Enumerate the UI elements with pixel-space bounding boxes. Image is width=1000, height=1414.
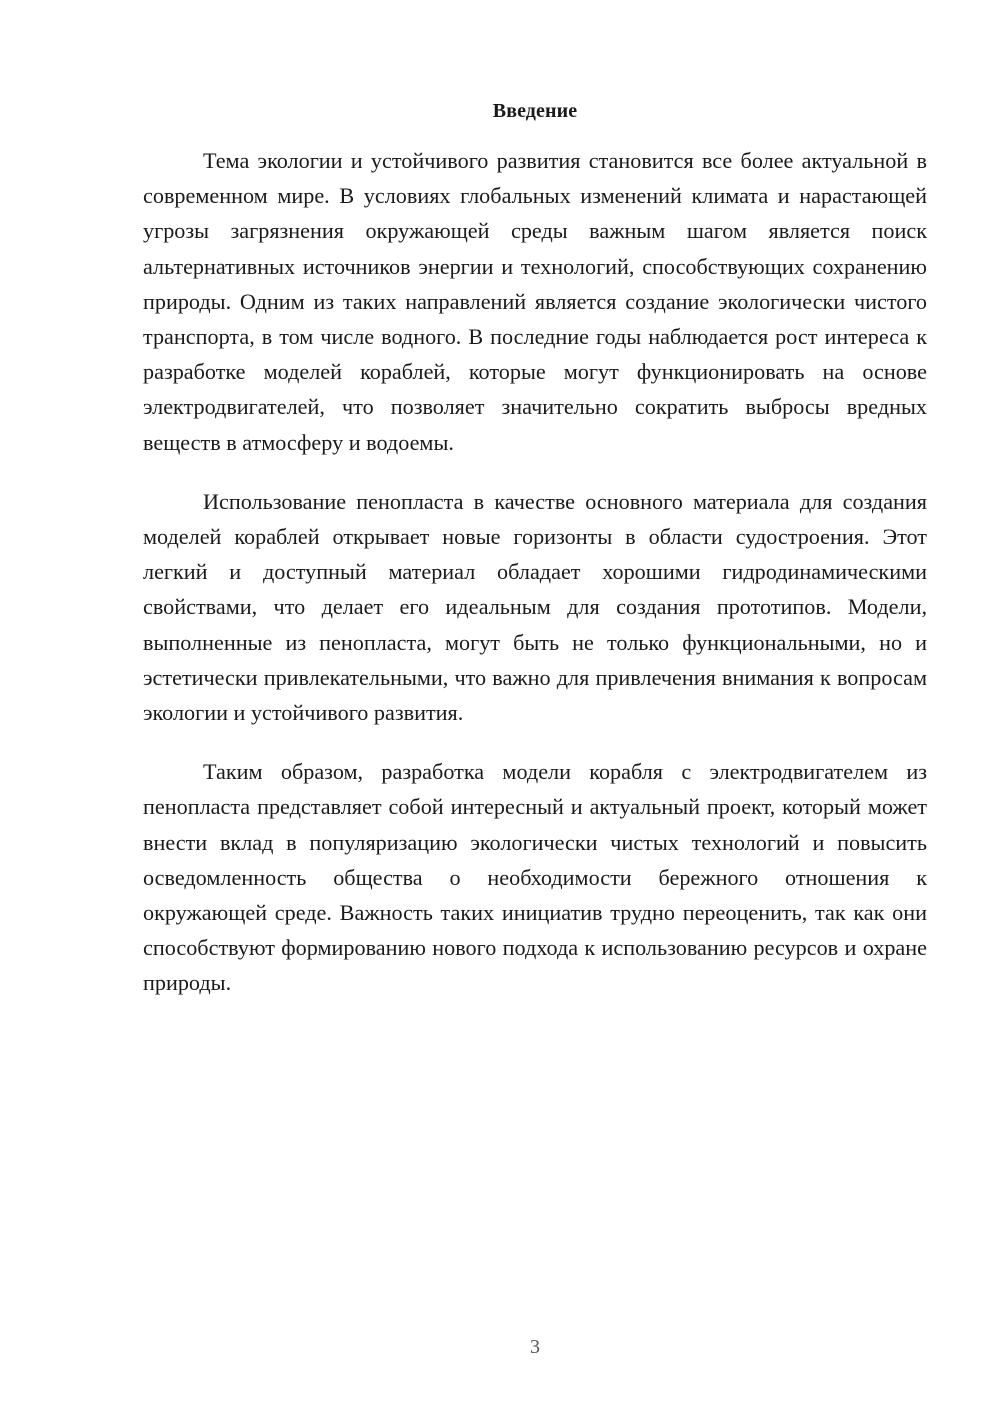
section-title: Введение: [492, 100, 578, 122]
body-text: [143, 143, 927, 1025]
paragraph-2: Использование пенопласта в качестве основного материала для создания моделей кораблей открывает новые горизонты в области судостроения. Этот легкий и доступный материал обладает хорошими гидродинамическими свойствами, что делает его идеальным для создания прототипов. Модели, выполненные из пенопласта, могут быть не только функциональными, но и эстетически привлекательными, что важно для привлечения внимания к вопросам экологии и устойчивого развития.: [143, 488, 927, 726]
paragraph-3: Таким образом, разработка модели корабля с электродвигателем из пенопласта представляет собой интересный и актуальный проект, который может внести вклад в популяризацию экологически чистых технологий и повысить осведомленность общества о необходимости бережного отношения к окружающей среде. Важность таких инициатив трудно переоценить, так как они способствуют формированию нового подхода к использованию ресурсов и охране природы.: [143, 759, 927, 996]
paragraph-1: Тема экологии и устойчивого развития становится все более актуальной в современном мире. В условиях глобальных изменений климата и нарастающей угрозы загрязнения окружающей среды важным шагом является поиск альтернативных источников энергии и технологий, способствующих сохранению природы. Одним из таких направлений является создание экологически чистого транспорта, в том числе водного. В последние годы наблюдается рост интереса к разработке моделей кораблей, которые могут функционировать на основе электродвигателей, что позволяет значительно сократить выбросы вредных веществ в атмосферу и водоемы.: [143, 148, 927, 455]
page-number: 3: [530, 1336, 540, 1358]
